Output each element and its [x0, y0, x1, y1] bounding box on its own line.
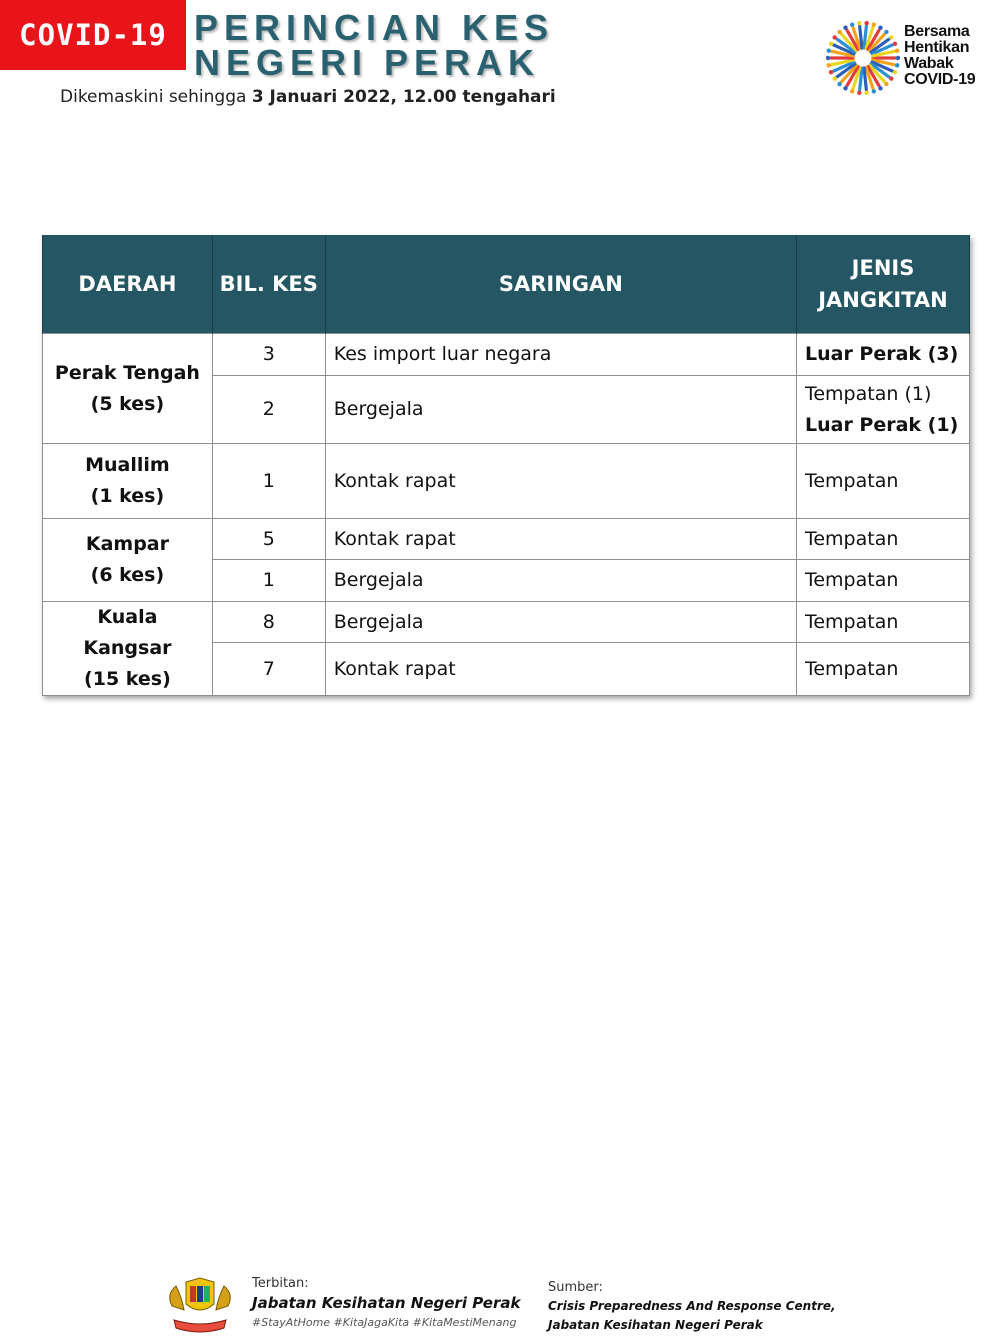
sunburst-dot	[850, 23, 854, 27]
title-line-1: PERINCIAN KES	[194, 7, 555, 48]
district-name: Kuala Kangsar	[83, 606, 172, 659]
case-count-cell: 1	[212, 444, 325, 519]
district-cell	[43, 602, 213, 696]
sunburst-dot	[850, 89, 854, 93]
table-row	[43, 444, 970, 519]
infection-type-cell	[796, 643, 969, 696]
case-count-cell: 8	[212, 602, 325, 643]
publisher-name: Jabatan Kesihatan Negeri Perak	[252, 1294, 521, 1312]
district-cell	[43, 444, 213, 519]
table-header-row	[43, 235, 970, 334]
logo-line: Wabak	[904, 55, 954, 72]
case-count-cell: 1	[212, 560, 325, 602]
sunburst-dot	[837, 30, 841, 34]
district-total: (1 kes)	[90, 485, 165, 507]
sunburst-dot	[832, 76, 836, 80]
sunburst-dot	[878, 25, 882, 29]
infection-type-cell	[796, 334, 969, 376]
district-cell	[43, 519, 213, 602]
sunburst-dot	[889, 35, 893, 39]
sunburst-dot	[872, 23, 876, 27]
infection-type-cell	[796, 376, 969, 444]
sunburst-dot	[878, 86, 882, 90]
publisher-label: Terbitan:	[252, 1276, 309, 1291]
updated-timestamp	[60, 87, 556, 107]
sunburst-dot	[895, 63, 899, 67]
sunburst-dot	[895, 49, 899, 53]
publisher-block	[252, 1276, 520, 1329]
sunburst-dot	[857, 91, 861, 95]
case-count-cell: 2	[212, 376, 325, 444]
infection-type-line: Luar Perak (3)	[804, 343, 959, 365]
district-total: (15 kes)	[84, 668, 171, 690]
sunburst-dot	[864, 91, 868, 95]
logo-line: Bersama	[904, 23, 970, 40]
screening-cell: Bergejala	[325, 376, 796, 444]
sunburst-icon	[826, 16, 900, 100]
coat-of-arms-icon	[162, 1276, 238, 1338]
case-count-cell: 7	[212, 643, 325, 696]
infection-type-cell	[796, 560, 969, 602]
district-total: (6 kes)	[90, 564, 165, 586]
source-label: Sumber:	[548, 1280, 603, 1295]
infection-type-line: Tempatan	[804, 569, 899, 591]
case-count-cell: 5	[212, 519, 325, 560]
district-total: (5 kes)	[90, 392, 165, 415]
logo-line: Hentikan	[904, 39, 970, 56]
header-saringan: SARINGAN	[325, 235, 796, 334]
sunburst-dot	[893, 70, 897, 74]
sunburst-dot	[896, 56, 900, 60]
sunburst-dot	[857, 21, 861, 25]
infection-type-cell	[796, 444, 969, 519]
infection-type-line: Tempatan	[804, 527, 899, 550]
updated-prefix: Dikemaskini sehingga	[60, 87, 252, 107]
sunburst-dot	[864, 21, 868, 25]
header-daerah: DAERAH	[43, 235, 213, 334]
infection-type-cell	[796, 602, 969, 643]
sunburst-dot	[893, 42, 897, 46]
screening-cell: Kontak rapat	[325, 643, 796, 696]
district-cell	[43, 334, 213, 444]
sunburst-dot	[829, 70, 833, 74]
screening-cell: Kes import luar negara	[325, 334, 796, 376]
updated-date: 3 Januari 2022, 12.00 tengahari	[251, 87, 556, 107]
district-name: Kampar	[85, 533, 169, 555]
sunburst-dot	[827, 49, 831, 53]
screening-cell: Bergejala	[325, 602, 796, 643]
table-row	[43, 602, 970, 643]
infection-type-line: Luar Perak (1)	[804, 413, 959, 436]
district-name: Perak Tengah	[54, 361, 200, 384]
logo-text	[904, 24, 975, 88]
screening-cell: Kontak rapat	[325, 444, 796, 519]
source-block	[548, 1280, 836, 1333]
sunburst-dot	[843, 86, 847, 90]
sunburst-dot	[837, 82, 841, 86]
infection-type-line: Tempatan	[804, 657, 899, 680]
infection-type-line: Tempatan	[804, 469, 899, 492]
sunburst-dot	[829, 42, 833, 46]
title-line-2: NEGERI PERAK	[194, 42, 541, 83]
sunburst-dot	[832, 35, 836, 39]
infection-type-cell	[796, 519, 969, 560]
sunburst-dot	[843, 25, 847, 29]
table-row	[43, 334, 970, 376]
infection-type-line: Tempatan (1)	[804, 382, 932, 405]
infection-type-line: Tempatan	[804, 610, 899, 633]
cases-table	[42, 235, 970, 696]
screening-cell: Kontak rapat	[325, 519, 796, 560]
logo-line: COVID-19	[904, 71, 976, 88]
table-row	[43, 519, 970, 560]
state-emblem	[162, 1276, 238, 1338]
source-line-1: Crisis Preparedness And Response Centre,	[548, 1299, 836, 1313]
sunburst-dot	[889, 76, 893, 80]
source-line-2: Jabatan Kesihatan Negeri Perak	[548, 1318, 763, 1332]
header-jenis-jangkitan: JENIS JANGKITAN	[796, 235, 969, 334]
hashtags: #StayAtHome #KitaJagaKita #KitaMestiMenang	[252, 1316, 517, 1329]
campaign-logo	[826, 16, 996, 100]
covid-badge	[0, 0, 186, 70]
sunburst-dot	[827, 63, 831, 67]
sunburst-dot	[884, 30, 888, 34]
district-name: Muallim	[85, 454, 170, 476]
case-count-cell: 3	[212, 334, 325, 376]
header-bil-kes: BIL. KES	[212, 235, 325, 334]
sunburst-dot	[884, 82, 888, 86]
sunburst-dot	[872, 89, 876, 93]
sunburst-dot	[826, 56, 830, 60]
badge-label: COVID-19	[19, 18, 167, 52]
screening-cell: Bergejala	[325, 560, 796, 602]
page-title	[194, 7, 555, 83]
